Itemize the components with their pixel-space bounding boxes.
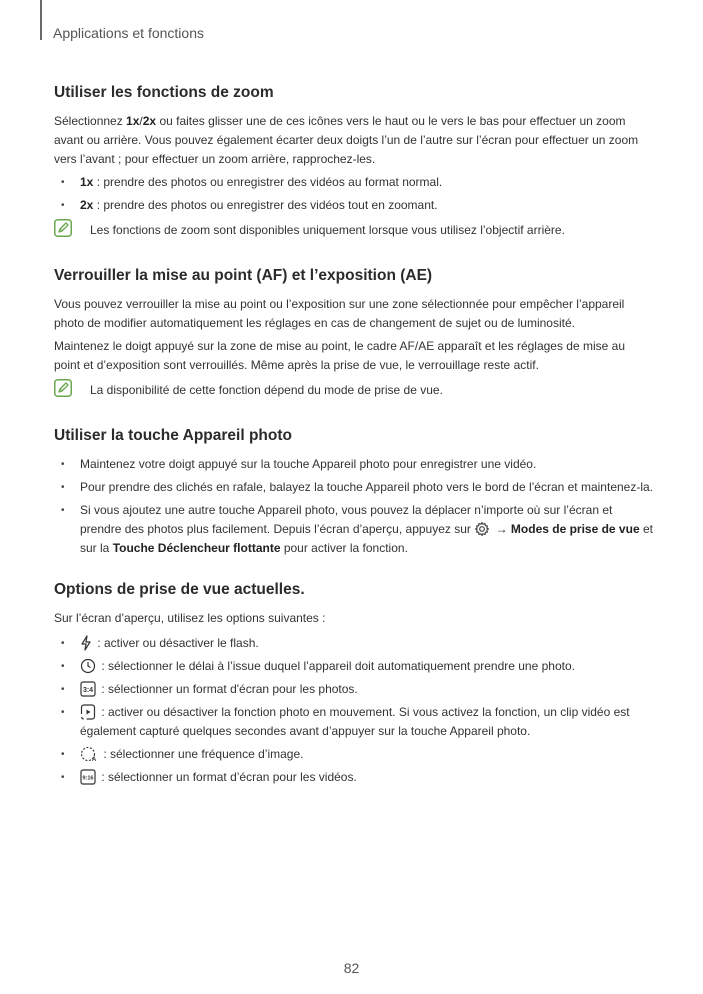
list-item: • : activer ou désactiver la fonction photo en mouvement. Si vous activez la fonction, un clip vidéo est également capturé quelques secondes avant d’appuyer sur la touche Appareil photo. xyxy=(54,703,654,741)
list-item: • Si vous ajoutez une autre touche Appareil photo, vous pouvez la déplacer n’importe où sur l’écran et prendre des photos plus facilement. Depuis l’écran d’aperçu, appuyez sur → Modes de prise de vue et sur la Touche Déclencheur flottante pour activer la fonction. xyxy=(54,501,654,558)
list-item: • A : sélectionner une fréquence d’image. xyxy=(54,745,654,764)
settings-gear-icon xyxy=(474,521,490,537)
list-item: • 1x : prendre des photos ou enregistrer des vidéos au format normal. xyxy=(54,173,654,192)
list-item: • 9:16 : sélectionner un format d’écran pour les vidéos. xyxy=(54,768,654,787)
list-item: • 2x : prendre des photos ou enregistrer des vidéos tout en zoomant. xyxy=(54,196,654,215)
section-title-camera-button: Utiliser la touche Appareil photo xyxy=(54,427,292,444)
page-content xyxy=(54,83,654,791)
options-list xyxy=(54,634,654,787)
section-title-options: Options de prise de vue actuelles. xyxy=(54,581,305,598)
header-rule xyxy=(40,0,42,40)
list-item: • : activer ou désactiver le flash. xyxy=(54,634,654,653)
page-number: 82 xyxy=(343,960,360,976)
timer-icon xyxy=(80,658,96,674)
list-item: • Pour prendre des clichés en rafale, balayez la touche Appareil photo vers le bord de l’écran et maintenez-la. xyxy=(54,478,654,497)
list-item: • : sélectionner le délai à l’issue duquel l’appareil doit automatiquement prendre une photo. xyxy=(54,657,654,676)
section-af-ae xyxy=(54,266,654,400)
motion-photo-icon xyxy=(80,704,96,720)
section-title-af-ae: Verrouiller la mise au point (AF) et l’exposition (AE) xyxy=(54,267,433,284)
page-header-title: Applications et fonctions xyxy=(53,25,204,41)
note-text: Les fonctions de zoom sont disponibles uniquement lorsque vous utilisez l’objectif arrière. xyxy=(90,223,565,237)
note-pencil-icon xyxy=(54,219,72,237)
note-text: La disponibilité de cette fonction dépend du mode de prise de vue. xyxy=(90,383,443,397)
frame-rate-icon xyxy=(80,746,98,762)
section-camera-button xyxy=(54,426,654,558)
list-item: • 3:4 : sélectionner un format d'écran pour les photos. xyxy=(54,680,654,699)
ratio-icon-label: • 3:4 xyxy=(82,687,94,694)
video-ratio-icon xyxy=(80,769,96,785)
af-ae-para-2: Maintenez le doigt appuyé sur la zone de mise au point, le cadre AF/AE apparaît et les réglages de mise au point et d’exposition sont verrouillés. Même après la prise de vue, le verrouillage reste actif. xyxy=(54,339,626,372)
options-intro: Sur l’écran d’aperçu, utilisez les options suivantes : xyxy=(54,611,326,625)
af-ae-para-1: Vous pouvez verrouiller la mise au point ou l’exposition sur une zone sélectionnée pour empêcher l’appareil photo de modifier automatiquement les réglages en cas de changement de sujet ou de luminosité. xyxy=(54,297,625,330)
ratio-icon xyxy=(80,681,96,697)
af-ae-note xyxy=(54,379,654,400)
section-zoom xyxy=(54,83,654,240)
flash-icon xyxy=(80,635,92,651)
list-item: • Maintenez votre doigt appuyé sur la touche Appareil photo pour enregistrer une vidéo. xyxy=(54,455,654,474)
note-pencil-icon xyxy=(54,379,72,397)
section-title-zoom: Utiliser les fonctions de zoom xyxy=(54,84,274,101)
zoom-note xyxy=(54,219,654,240)
camera-button-bullets xyxy=(54,455,654,558)
video-ratio-icon-label: • 9:16 xyxy=(82,775,94,782)
zoom-intro: Sélectionnez 1x/2x ou faites glisser une de ces icônes vers le haut ou le vers le bas pour effectuer un zoom avant ou arrière. Vous pouvez également écarter deux doigts l’un de l’autre sur l’écran pour effectuer un zoom vers l’avant ; pour effectuer un zoom arrière, rapprochez-les. xyxy=(54,114,639,166)
zoom-bullets xyxy=(54,173,654,215)
section-options xyxy=(54,580,654,787)
frame-rate-icon-label: • A xyxy=(91,757,97,762)
